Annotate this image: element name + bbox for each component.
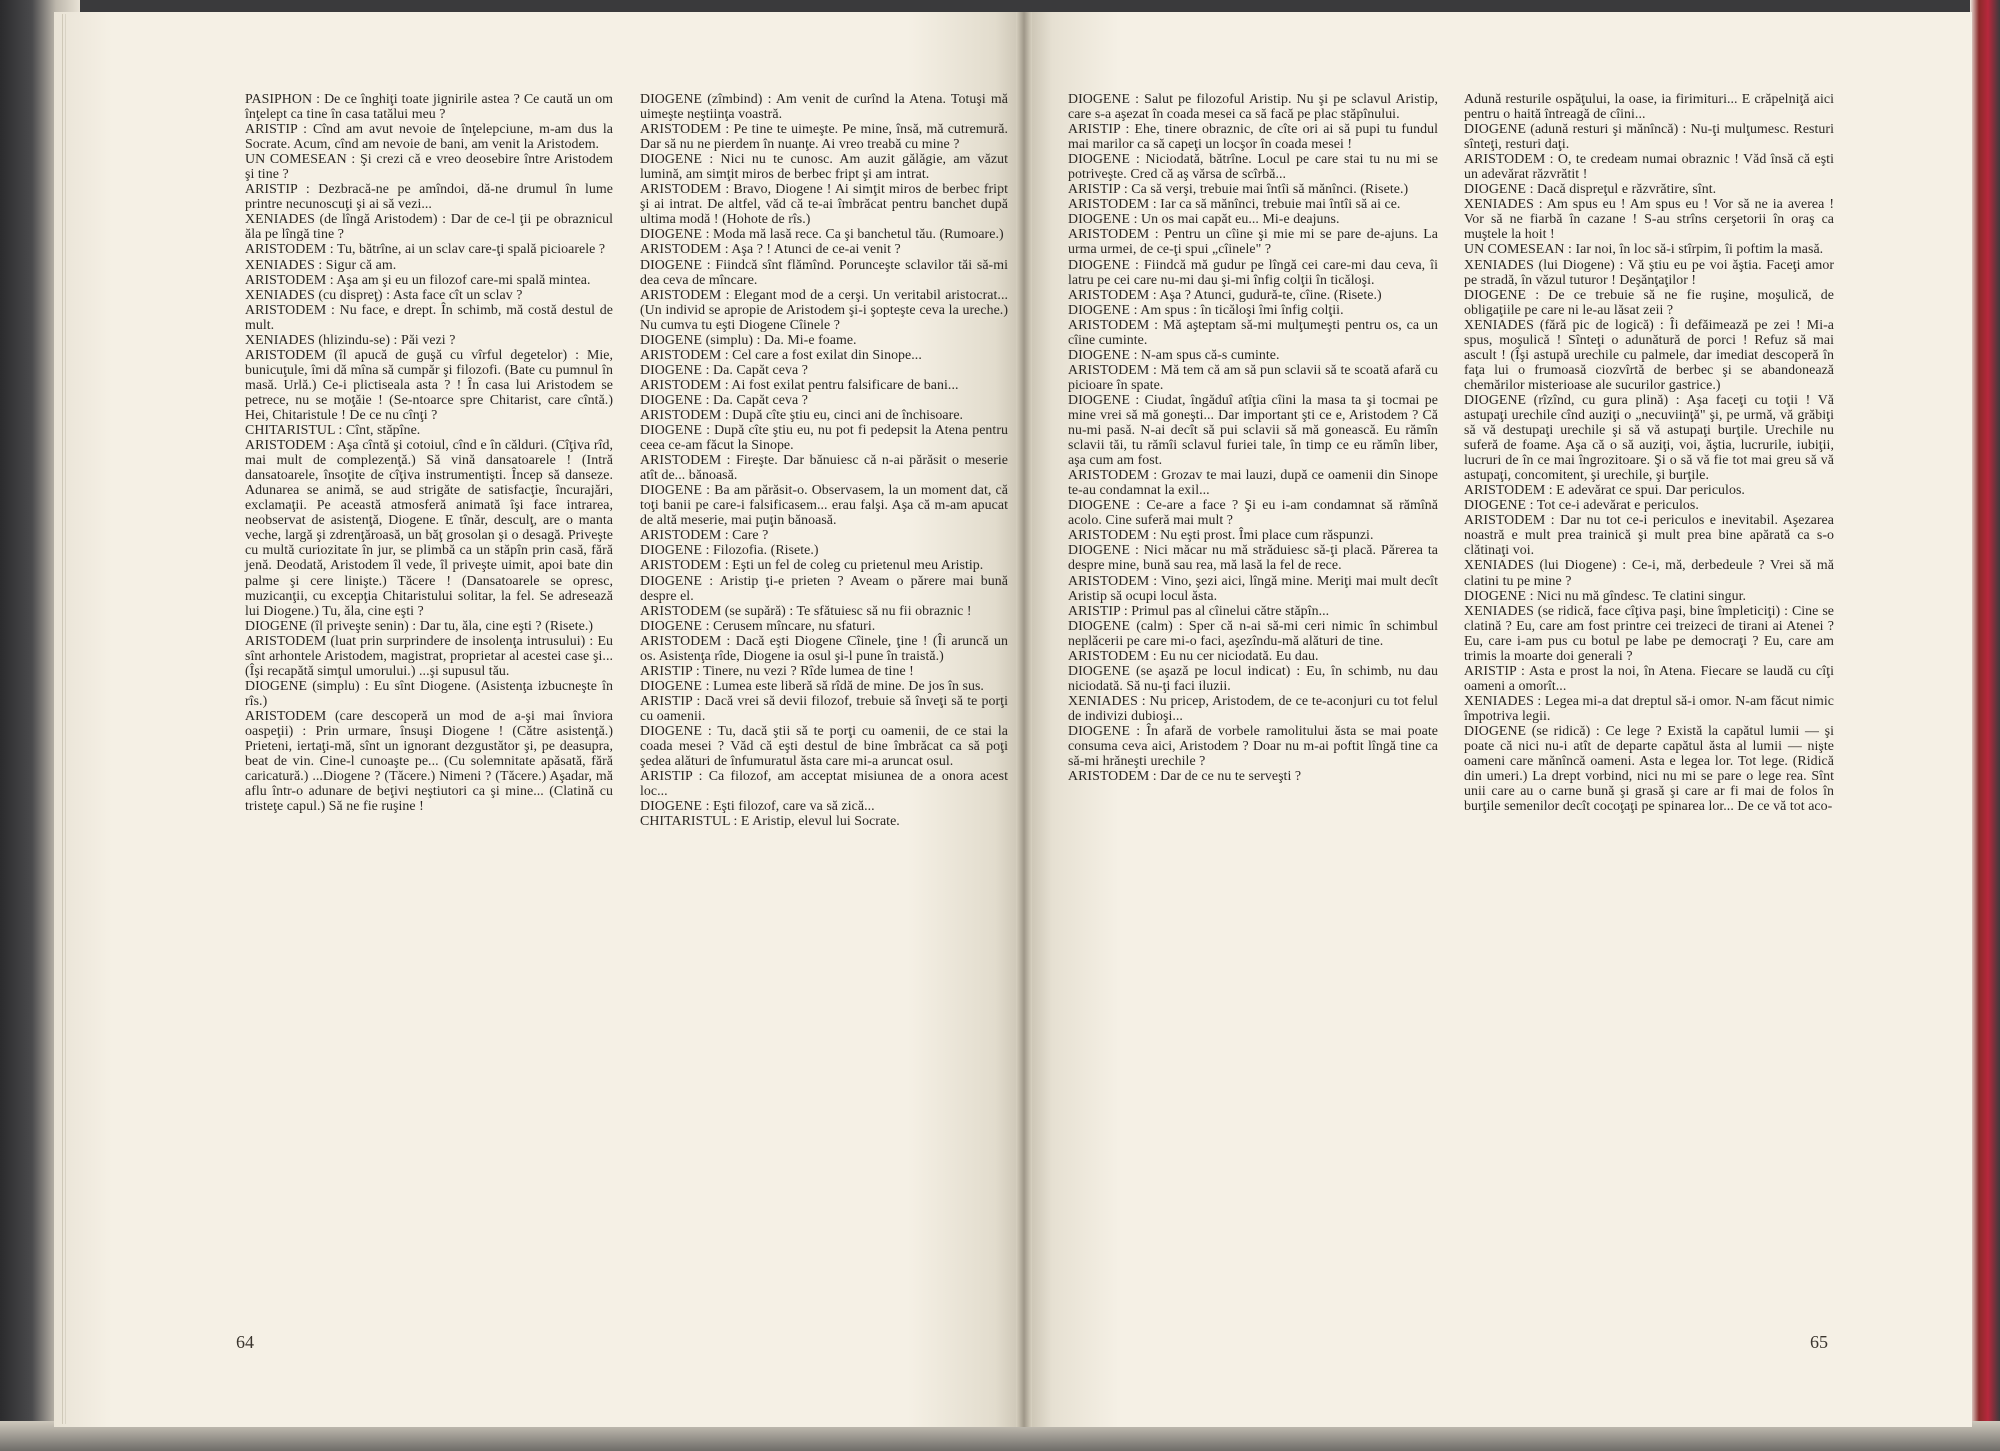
dialogue-paragraph: ARISTODEM : O, te credeam numai obraznic ! Văd însă că eşti un adevărat răzvrătit ! xyxy=(1464,152,1834,183)
dialogue-paragraph: DIOGENE : Tot ce-i adevărat e periculos. xyxy=(1464,498,1699,514)
dialogue-paragraph: DIOGENE (adună resturi şi mănîncă) : Nu-ţi mulţumesc. Resturi sînteţi, resturi daţi. xyxy=(1464,122,1834,153)
book-cover-right-edge xyxy=(1970,0,2000,1451)
dialogue-paragraph: DIOGENE : Eşti filozof, care va să zică... xyxy=(640,799,875,815)
dialogue-paragraph: UN COMESEAN : Iar noi, în loc să-i stîrpim, îi poftim la masă. xyxy=(1464,242,1824,258)
dialogue-paragraph: DIOGENE : Ba am părăsit-o. Observasem, la un moment dat, că toţi banii pe care-i falsificasem... erau falşi. Aşa că m-am apucat de altă meserie, mai puţin bănoasă. xyxy=(640,483,1008,529)
dialogue-paragraph: Adună resturile ospăţului, la oase, ia firimituri... E crăpelniţă aici pentru o haită întreagă de cîini... xyxy=(1464,92,1834,123)
dialogue-paragraph: ARISTODEM : Aşa am şi eu un filozof care-mi spală mintea. xyxy=(245,272,591,288)
dialogue-paragraph: DIOGENE : Fiindcă mă gudur pe lîngă cei care-mi dau ceva, îi latru pe cei care nu-mi dau şi-mi înfig colţii în ticăloşi. xyxy=(1068,257,1438,288)
dialogue-paragraph: DIOGENE (zîmbind) : Am venit de curînd la Atena. Totuşi mă uimeşte neştiinţa voastră. xyxy=(640,92,1008,123)
dialogue-paragraph: ARISTIP : Dezbracă-ne pe amîndoi, dă-ne drumul în lume printre necunoscuţi şi ai să vezi... xyxy=(245,182,613,213)
dialogue-paragraph: DIOGENE : Am spus : în ticăloşi îmi înfig colţii. xyxy=(1068,302,1344,318)
dialogue-paragraph: XENIADES (se ridică, face cîţiva paşi, bine împleticiţi) : Cine se clatină ? Eu, care am fost printre cei treizeci de tirani ai Atenei ? Eu, care i-am pus cu botul pe labe pe democraţi ? Eu, care am trimis la moarte doi generali ? xyxy=(1464,603,1834,664)
dialogue-paragraph: ARISTODEM : Pe tine te uimeşte. Pe mine, însă, mă cutremură. Dar să nu ne pierdem în nuanţe. Ai vreo treabă cu mine ? xyxy=(640,122,1008,153)
dialogue-paragraph: XENIADES (de lîngă Aristodem) : Dar de ce-l ţii pe obraznicul ăla pe lîngă tine ? xyxy=(245,212,613,243)
dialogue-paragraph: DIOGENE (se aşază pe locul indicat) : Eu, în schimb, nu dau niciodată. Să nu-ţi faci iluzii. xyxy=(1068,663,1438,694)
dialogue-paragraph: XENIADES (hlizindu-se) : Păi vezi ? xyxy=(245,332,456,348)
dialogue-paragraph: DIOGENE : În afară de vorbele ramolitului ăsta se mai poate consuma ceva aici, Aristodem ? Doar nu m-ai poftit lîngă tine ca să-mi hrăneşti urechile ? xyxy=(1068,723,1438,770)
dialogue-paragraph: ARISTIP : Asta e prost la noi, în Atena. Fiecare se laudă cu cîţi oameni a omorît... xyxy=(1464,663,1834,694)
dialogue-paragraph: XENIADES : Am spus eu ! Am spus eu ! Vor să ne ia averea ! Vor să ne fiarbă în cazane ! S-au strîns cerşetorii în oraş ca muştele la hoit ! xyxy=(1464,197,1834,243)
page-edges xyxy=(62,14,66,1424)
dialogue-paragraph: ARISTIP : Cînd am avut nevoie de înţelepciune, m-am dus la Socrate. Acum, cînd am nevoie de bani, am venit la Aristodem. xyxy=(245,122,613,153)
dialogue-paragraph: ARISTIP : Ca filozof, am acceptat misiunea de a onora acest loc... xyxy=(640,769,1008,800)
dialogue-paragraph: ARISTODEM : Elegant mod de a cerşi. Un veritabil aristocrat... (Un individ se apropie de Aristodem şi-i şopteşte ceva la ureche.) Nu cumva tu eşti Diogene Cîinele ? xyxy=(640,287,1008,333)
dialogue-paragraph: DIOGENE : N-am spus că-s cuminte. xyxy=(1068,347,1280,363)
dialogue-paragraph: ARISTODEM : Eşti un fel de coleg cu prietenul meu Aristip. xyxy=(640,558,984,574)
dialogue-paragraph: ARISTODEM : Eu nu cer niciodată. Eu dau. xyxy=(1068,648,1319,664)
dialogue-paragraph: ARISTODEM : Bravo, Diogene ! Ai simţit miros de berbec fript şi ai intrat. De altfel, văd că te-ai îmbrăcat pentru banchet după ultima modă ! (Hohote de rîs.) xyxy=(640,182,1008,228)
dialogue-paragraph: XENIADES : Legea mi-a dat dreptul să-i omor. N-am făcut nimic împotriva legii. xyxy=(1464,693,1834,724)
dialogue-paragraph: DIOGENE : Un os mai capăt eu... Mi-e deajuns. xyxy=(1068,212,1340,228)
dialogue-paragraph: DIOGENE : Salut pe filozoful Aristip. Nu şi pe sclavul Aristip, care s-a aşezat în coada mesei ca să facă pe plac stăpînului. xyxy=(1068,92,1438,123)
dialogue-paragraph: ARISTODEM : Aşa ? Atunci, gudură-te, cîine. (Risete.) xyxy=(1068,287,1382,303)
dialogue-paragraph: DIOGENE (se ridică) : Ce lege ? Există la capătul lumii — şi poate că nici nu-i atît de departe capătul ăsta al lumii — nişte oameni care mănîncă oameni. Asta e legea lor. Tot lege. (Ridică din umeri.) La drept vorbind, nici nu mi se pare o lege rea. Sînt unii care au o carne bună şi grasă şi care ar fi mai de folos în burţile semenilor decît cocoţaţi pe spinarea lor... De ce vă tot aco- xyxy=(1464,723,1834,815)
page-number-left: 64 xyxy=(236,1332,254,1352)
dialogue-paragraph: ARISTODEM : După cîte ştiu eu, cinci ani de închisoare. xyxy=(640,407,964,423)
dialogue-paragraph: DIOGENE (rîzînd, cu gura plină) : Aşa faceţi cu toţii ! Vă astupaţi urechile cînd auziţi o „necuviinţă" şi, pe urmă, vă grăbiţi să vă destupaţi urechile şi să vă astupaţi burţile. Urechile nu suferă de foame. Aşa că o să auziţi, voi, ăştia, lucrurile, iubiţii, lucruri de în ce mai îngrozitoare. Şi o să vă fie tot mai greu să vă astupaţi, concomitent, şi urechile, şi burţile. xyxy=(1464,392,1834,484)
dialogue-paragraph: ARISTODEM (luat prin surprindere de insolenţa intrusului) : Eu sînt arhontele Aristodem, magistrat, proprietar al acestei case şi... (Îşi recapătă simţul umorului.) ...şi supusul tău. xyxy=(245,633,613,679)
dialogue-paragraph: ARISTODEM : Fireşte. Dar bănuiesc că n-ai părăsit o meserie atît de... bănoasă. xyxy=(640,453,1008,484)
dialogue-paragraph: ARISTODEM : Nu eşti prost. Îmi place cum răspunzi. xyxy=(1068,528,1374,544)
dialogue-paragraph: ARISTODEM : Mă tem că am să pun sclavii să te scoată afară cu picioare în spate. xyxy=(1068,362,1438,393)
dialogue-paragraph: ARISTODEM : Aşa cîntă şi cotoiul, cînd e în călduri. (Cîţiva rîd, mai mult de complezenţă.) Să vină dansatoarele ! (Intră dansatoarele, însoţite de cîţiva instrumentişti. Încep să danseze. Adunarea se animă, se aud strigăte de satisfacţie, încurajări, exclamaţii. Pe această atmosferă animată îşi face intrarea, neobservat de asistenţă, Diogene. E tînăr, desculţ, are o manta veche, largă şi zdrenţăroasă, un băţ grosolan şi o desagă. Priveşte cu multă curiozitate în jur, se plimbă ca un stăpîn prin casă, fără jenă. Deodată, Aristodem îl vede, îl priveşte uimit, apoi bate din palme şi cere linişte.) Tăcere ! (Dansatoarele se opresc, muzicanţii, cu excepţia Chitaristului solitar, la fel. Se adresează lui Diogene.) Tu, ăla, cine eşti ? xyxy=(245,438,613,619)
dialogue-paragraph: XENIADES (cu dispreţ) : Asta face cît un sclav ? xyxy=(245,287,523,303)
dialogue-paragraph: DIOGENE : Ciudat, îngăduî atîţia cîini la masa ta şi tocmai pe mine vrei să mă goneşti... Dar important şti ce e, Aristodem ? Că nu-mi pasă. N-ai decît să pui sclavii să mă gonească. Eu rămîn sclavii tăi, tu rămîi sclavul furiei tale, în timp ce eu rămîn liber, aşa cum am fost. xyxy=(1068,392,1438,469)
dialogue-paragraph: ARISTODEM : Aşa ? ! Atunci de ce-ai venit ? xyxy=(640,242,901,258)
dialogue-paragraph: DIOGENE : Aristip ţi-e prieten ? Aveam o părere mai bună despre el. xyxy=(640,573,1008,604)
dialogue-paragraph: DIOGENE : După cîte ştiu eu, nu pot fi pedepsit la Atena pentru ceea ce-am făcut la Sinope. xyxy=(640,423,1008,454)
dialogue-paragraph: ARISTIP : Tinere, nu vezi ? Rîde lumea de tine ! xyxy=(640,663,914,679)
dialogue-paragraph: ARISTODEM : Tu, bătrîne, ai un sclav care-ţi spală picioarele ? xyxy=(245,242,606,258)
dialogue-paragraph: ARISTIP : Ehe, tinere obraznic, de cîte ori ai să pupi tu fundul mai marilor ca să capeţi un locşor în coada mesei ! xyxy=(1068,122,1438,153)
dialogue-paragraph: ARISTODEM : Grozav te mai lauzi, după ce oamenii din Sinope te-au condamnat la exil... xyxy=(1068,468,1438,499)
dialogue-paragraph: ARISTODEM : Dar de ce nu te serveşti ? xyxy=(1068,769,1302,785)
dialogue-paragraph: DIOGENE : Lumea este liberă să rîdă de mine. De jos în sus. xyxy=(640,678,984,694)
right-page-column-2 xyxy=(1464,92,1834,814)
dialogue-paragraph: XENIADES : Sigur că am. xyxy=(245,257,397,273)
dialogue-paragraph: ARISTODEM (care descoperă un mod de a-şi mai înviora oaspeţii) : Prin urmare, însuşi Diogene ! (Către asistenţă.) Prieteni, iertaţi-mă, sînt un ignorant dezgustător şi, pe deasupra, beat de vin. Cine-l cunoaşte pe... (Cu solemnitate apăsată, fără caricatură.) ...Diogene ? (Tăcere.) Nimeni ? (Tăcere.) Aşadar, mă aflu într-o adunare de beţivi neştiutori ca şi mine... (Clatină cu tristeţe capul.) Să ne fie ruşine ! xyxy=(245,708,613,815)
dialogue-paragraph: DIOGENE (simplu) : Da. Mi-e foame. xyxy=(640,332,857,348)
dialogue-paragraph: PASIPHON : De ce înghiţi toate jignirile astea ? Ce caută un om înţelept ca tine în casa tatălui meu ? xyxy=(245,92,613,123)
dialogue-paragraph: DIOGENE : Fiindcă sînt flămînd. Porunceşte sclavilor tăi să-mi dea ceva de mîncare. xyxy=(640,257,1008,288)
dialogue-paragraph: ARISTODEM : Dar nu tot ce-i periculos e inevitabil. Aşezarea noastră e mult prea trainică şi mult prea bine apărată ca s-o clătinaţi voi. xyxy=(1464,513,1834,559)
dialogue-paragraph: DIOGENE : Da. Capăt ceva ? xyxy=(640,362,808,378)
dialogue-paragraph: ARISTODEM : Mă aşteptam să-mi mulţumeşti pentru os, ca un cîine cuminte. xyxy=(1068,317,1438,348)
right-page-column-1 xyxy=(1068,92,1438,784)
dialogue-paragraph: ARISTIP : Primul pas al cîinelui către stăpîn... xyxy=(1068,603,1330,619)
dialogue-paragraph: ARISTIP : Ca să verşi, trebuie mai întîi să mănînci. (Risete.) xyxy=(1068,182,1409,198)
dialogue-paragraph: DIOGENE : Filozofia. (Risete.) xyxy=(640,543,819,559)
dialogue-paragraph: DIOGENE (simplu) : Eu sînt Diogene. (Asistenţa izbucneşte în rîs.) xyxy=(245,678,613,709)
dialogue-paragraph: CHITARISTUL : Cînt, stăpîne. xyxy=(245,423,421,439)
dialogue-paragraph: DIOGENE (calm) : Sper că n-ai să-mi ceri nimic în schimbul neplăcerii pe care mi-o faci, aşezîndu-mă alături de tine. xyxy=(1068,618,1438,649)
dialogue-paragraph: ARISTODEM : Cel care a fost exilat din Sinope... xyxy=(640,347,922,363)
dialogue-paragraph: ARISTODEM : Ai fost exilat pentru falsificare de bani... xyxy=(640,377,959,393)
dialogue-paragraph: DIOGENE : De ce trebuie să ne fie ruşine, moşulică, de obligaţiile pe care ni le-au lăsat zeii ? xyxy=(1464,287,1834,318)
dialogue-paragraph: DIOGENE : Cerusem mîncare, nu sfaturi. xyxy=(640,618,876,634)
dialogue-paragraph: DIOGENE : Nici măcar nu mă străduiesc să-ţi placă. Părerea ta despre mine, bună sau rea, mă lasă la fel de rece. xyxy=(1068,543,1438,574)
dialogue-paragraph: ARISTODEM : Dacă eşti Diogene Cîinele, ţine ! (Îi aruncă un os. Asistenţa rîde, Diogene ia osul şi-l pune în traistă.) xyxy=(640,633,1008,664)
dialogue-paragraph: ARISTODEM : Care ? xyxy=(640,528,769,544)
dialogue-paragraph: DIOGENE : Niciodată, bătrîne. Locul pe care stai tu nu mi se potriveşte. Cred că aş vărsa de scîrbă... xyxy=(1068,152,1438,183)
book-gutter xyxy=(1016,12,1032,1427)
dialogue-paragraph: ARISTODEM (îl apucă de guşă cu vîrful degetelor) : Mie, bunicuţule, îmi dă mîna să cumpăr şi filozofi. (Bate cu pumnul în masă. Urlă.) Ce-i plictiseala asta ? ! În casa lui Aristodem se petrece, nu se moţăie ! (Se-ntoarce spre Chitarist, care cîntă.) Hei, Chitaristule ! De ce nu cînţi ? xyxy=(245,347,613,423)
left-page-column-1 xyxy=(245,92,613,814)
dialogue-paragraph: DIOGENE (îl priveşte senin) : Dar tu, ăla, cine eşti ? (Risete.) xyxy=(245,618,594,634)
dialogue-paragraph: ARISTODEM : Iar ca să mănînci, trebuie mai întîi să ai ce. xyxy=(1068,197,1401,213)
dialogue-paragraph: UN COMESEAN : Şi crezi că e vreo deosebire între Aristodem şi tine ? xyxy=(245,152,613,183)
dialogue-paragraph: ARISTODEM : E adevărat ce spui. Dar periculos. xyxy=(1464,483,1745,499)
dialogue-paragraph: DIOGENE : Nici nu te cunosc. Am auzit gălăgie, am văzut lumină, am simţit miros de berbec fript şi am intrat. xyxy=(640,152,1008,183)
dialogue-paragraph: XENIADES (lui Diogene) : Vă ştiu eu pe voi ăştia. Faceţi amor pe stradă, în văzul tuturor ! Deşănţaţilor ! xyxy=(1464,257,1834,288)
dialogue-paragraph: XENIADES : Nu pricep, Aristodem, de ce te-aconjuri cu tot felul de indivizi dubioşi... xyxy=(1068,693,1438,724)
dialogue-paragraph: DIOGENE : Tu, dacă ştii să te porţi cu oamenii, de ce stai la coada mesei ? Văd că eşti destul de bine îmbrăcat ca să poţi şedea alături de înfumuratul ăsta care mi-a aruncat osul. xyxy=(640,723,1008,770)
dialogue-paragraph: DIOGENE : Da. Capăt ceva ? xyxy=(640,392,808,408)
dialogue-paragraph: XENIADES (fără pic de logică) : Îi defăimează pe zei ! Mi-a spus, moşulică ! Sînteţi o adunătură de porci ! Refuz să mai ascult ! (Îşi astupă urechile cu palmele, dar imediat descoperă în faţa lui o frumoasă ciozvîrtă de berbec şi se abandonează chemărilor misterioase ale sucurilor gastrice.) xyxy=(1464,317,1834,393)
dialogue-paragraph: XENIADES (lui Diogene) : Ce-i, mă, derbedeule ? Vrei să mă clatini tu pe mine ? xyxy=(1464,558,1834,589)
dialogue-paragraph: ARISTODEM (se supără) : Te sfătuiesc să nu fii obraznic ! xyxy=(640,603,972,619)
dialogue-paragraph: DIOGENE : Nici nu mă gîndesc. Te clatini singur. xyxy=(1464,588,1747,604)
dialogue-paragraph: ARISTODEM : Nu face, e drept. În schimb, mă costă destul de mult. xyxy=(245,302,613,333)
page-number-right: 65 xyxy=(1810,1332,1828,1352)
dialogue-paragraph: CHITARISTUL : E Aristip, elevul lui Socrate. xyxy=(640,814,900,830)
dialogue-paragraph: ARISTIP : Dacă vrei să devii filozof, trebuie să înveţi să te porţi cu oamenii. xyxy=(640,693,1008,724)
dialogue-paragraph: ARISTODEM : Vino, şezi aici, lîngă mine. Meriţi mai mult decît Aristip să ocupi locul ăsta. xyxy=(1068,573,1438,604)
left-page-column-2 xyxy=(640,92,1008,829)
dialogue-paragraph: DIOGENE : Moda mă lasă rece. Ca şi banchetul tău. (Rumoare.) xyxy=(640,227,1004,243)
dialogue-paragraph: DIOGENE : Ce-are a face ? Şi eu i-am condamnat să rămînă acolo. Cine suferă mai mult ? xyxy=(1068,498,1438,529)
dialogue-paragraph: ARISTODEM : Pentru un cîine şi mie mi se pare de-ajuns. La urma urmei, de ce-ţi spui „cîinele" ? xyxy=(1068,227,1438,258)
dialogue-paragraph: DIOGENE : Dacă dispreţul e răzvrătire, sînt. xyxy=(1464,182,1717,198)
